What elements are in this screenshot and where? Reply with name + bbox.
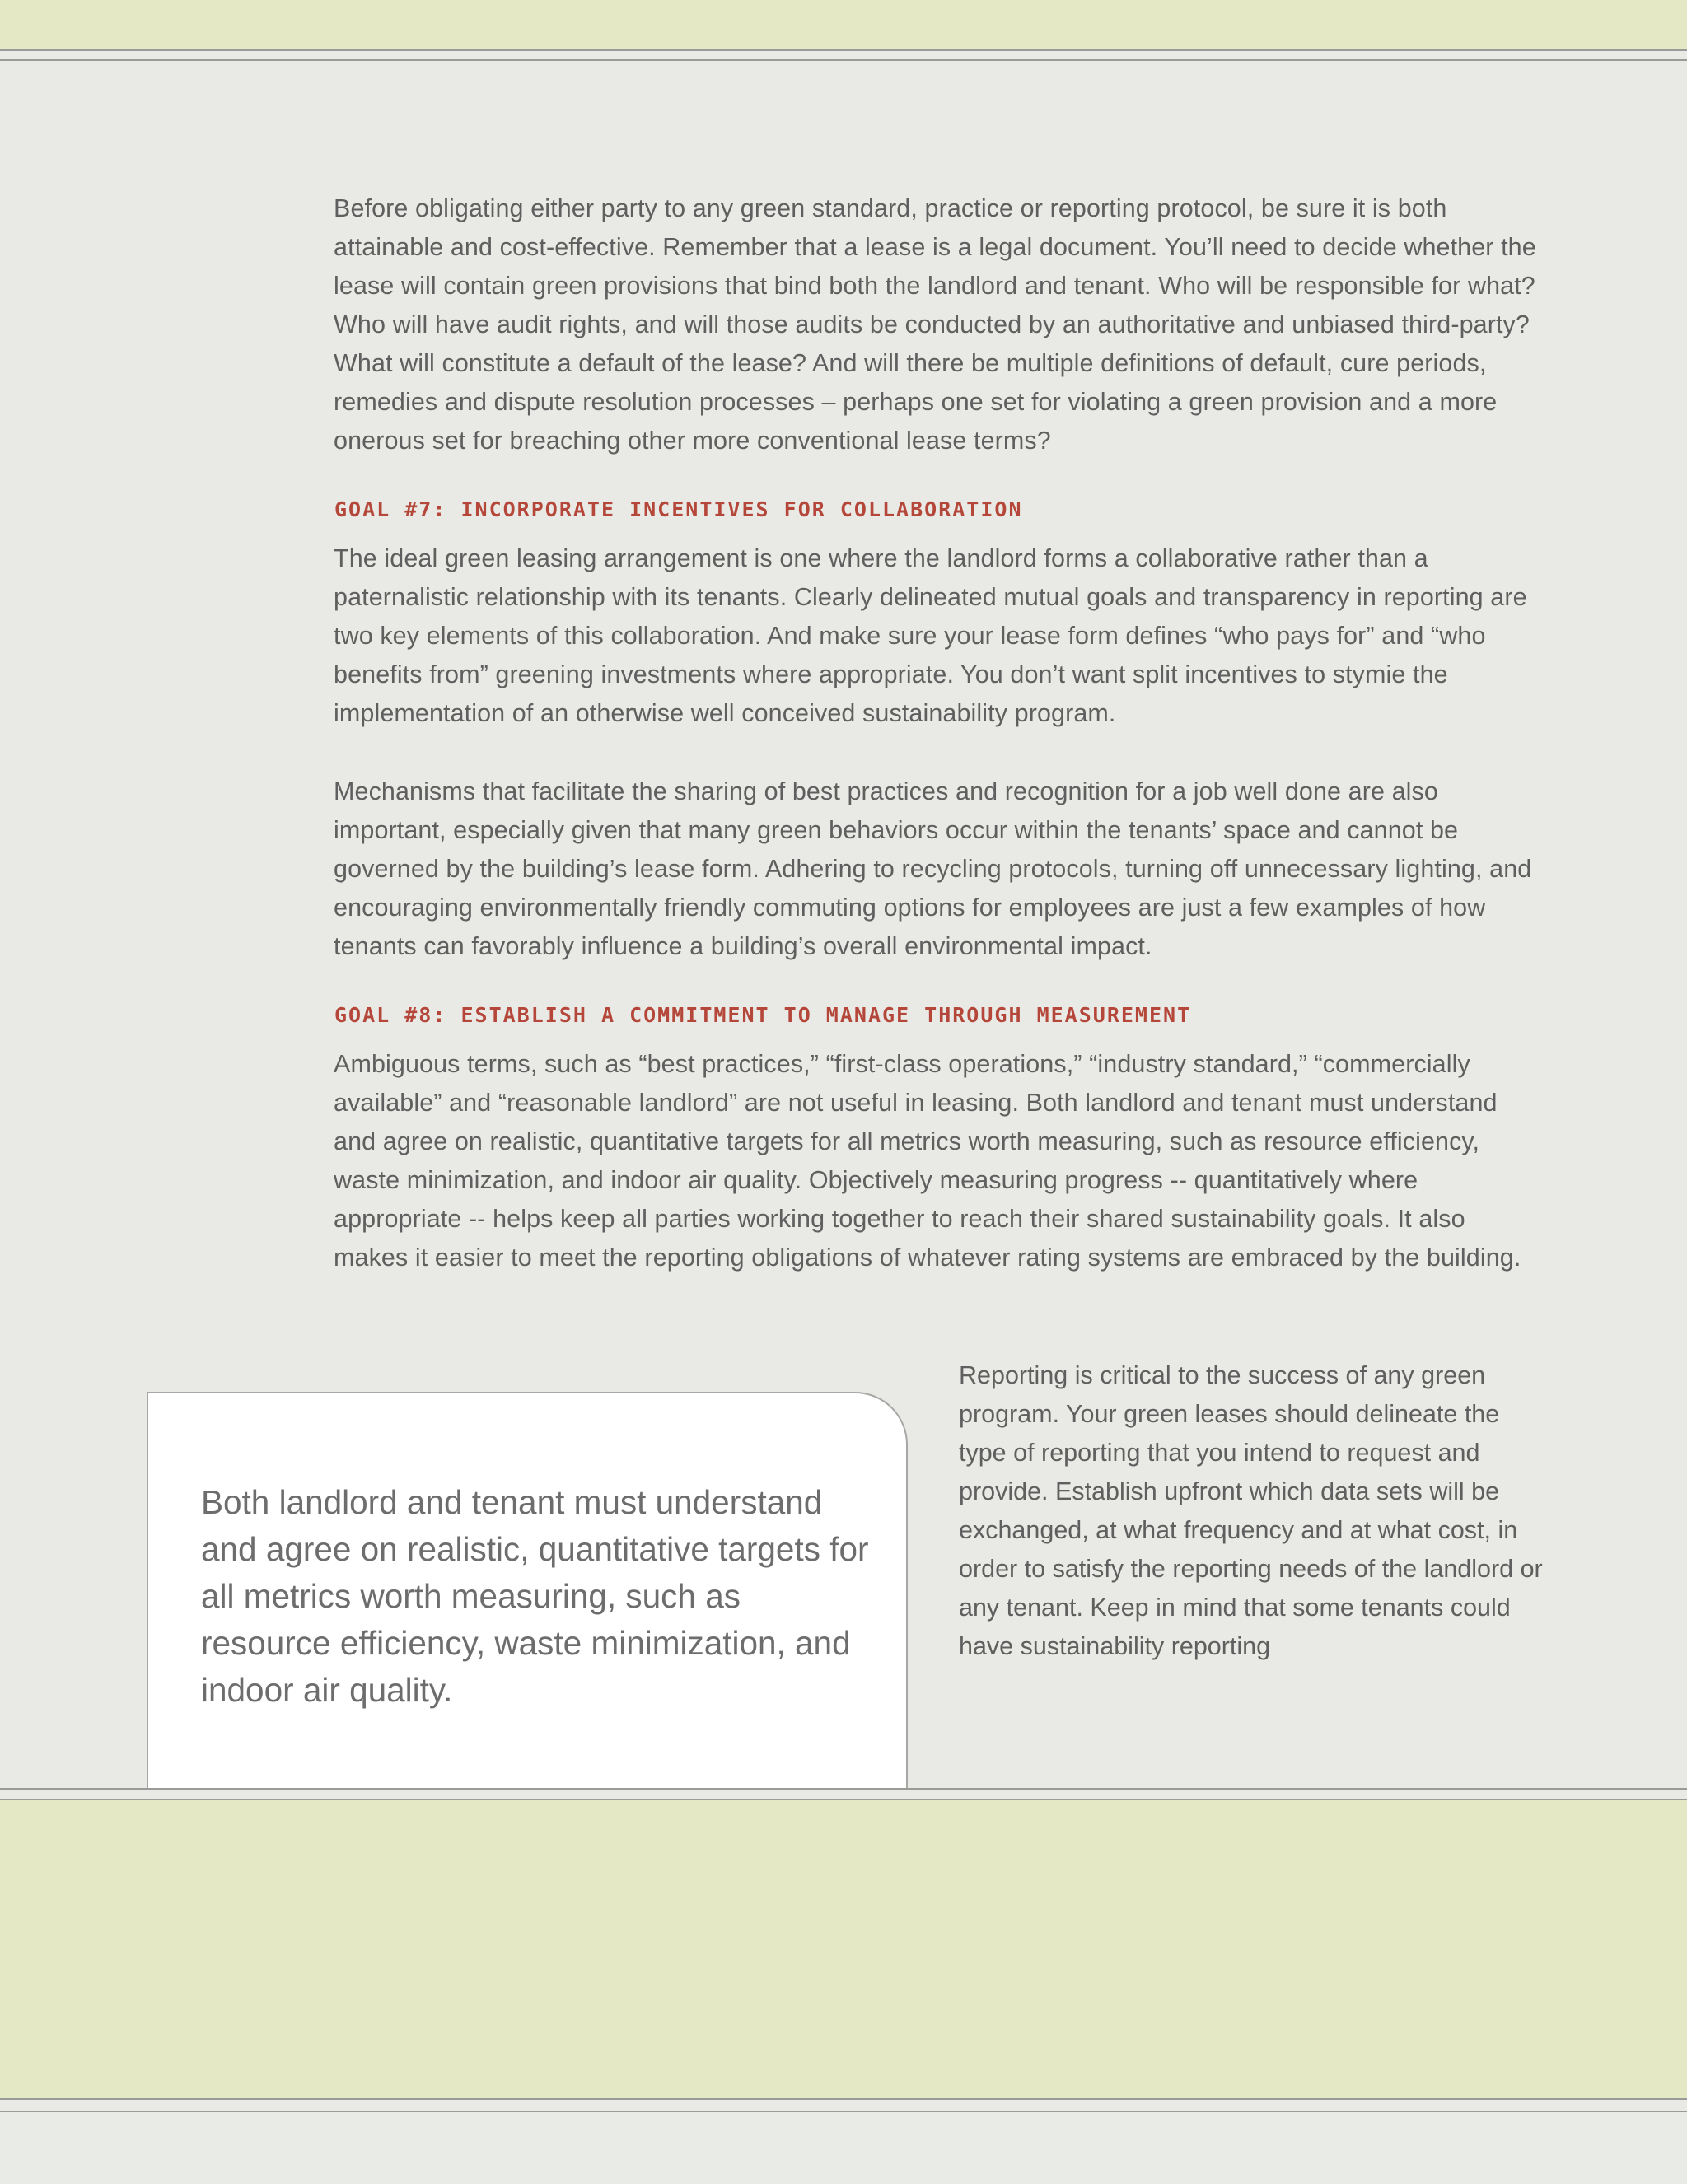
goal-7-heading: GOAL #7: INCORPORATE INCENTIVES FOR COLLABORATION	[334, 497, 1023, 521]
goal-8-heading: GOAL #8: ESTABLISH A COMMITMENT TO MANAGE THROUGH MEASUREMENT	[334, 1003, 1192, 1027]
bottom-strip	[0, 2113, 1687, 2184]
pull-quote-text: Both landlord and tenant must understand and agree on realistic, quantitative targets for all metrics worth measuring, such as resource efficiency, waste minimization, and indoor air quality.	[201, 1483, 869, 1709]
top-rule-lower	[0, 59, 1687, 61]
pull-quote-box	[147, 1392, 908, 1789]
lower-accent-panel	[0, 1800, 1687, 2098]
goal-7-paragraph: The ideal green leasing arrangement is one where the landlord forms a collaborative rather than a paternalistic relationship with its tenants. Clearly delineated mutual goals and transparency in reporting are two key elements of this collaboration. And make sure your lease form defines “who pays for” and “who benefits from” greening investments where appropriate. You don’t want split incentives to stymie the implementation of an otherwise well conceived sustainability program.	[334, 544, 1527, 727]
mid-rule-upper	[0, 1788, 1687, 1790]
top-accent-band	[0, 0, 1687, 49]
top-rule-upper	[0, 49, 1687, 51]
goal-8-paragraph: Ambiguous terms, such as “best practices,” “first-class operations,” “industry standard,” “commercially available” and “reasonable landlord” are not useful in leasing. Both landlord and tenant must understand and agree on realistic, quantitative targets for all metrics worth measuring, such as resource efficiency, waste minimization, and indoor air quality. Objectively measuring progress -- quantitatively where appropriate -- helps keep all parties working together to reach their shared sustainability goals. It also makes it easier to meet the reporting obligations of whatever rating systems are embraced by the building.	[334, 1050, 1521, 1272]
goal-7-paragraph-2: Mechanisms that facilitate the sharing of best practices and recognition for a job well done are also important, especially given that many green behaviors occur within the tenants’ space and cannot be governed by the building’s lease form. Adhering to recycling protocols, turning off unnecessary lighting, and encouraging environmentally friendly commuting options for employees are just a few examples of how tenants can favorably influence a building’s overall environmental impact.	[334, 777, 1532, 960]
side-column-paragraph: Reporting is critical to the success of any green program. Your green leases should delineate the type of reporting that you intend to request and provide. Establish upfront which data sets will be exchanged, at what frequency and at what cost, in order to satisfy the reporting needs of the landlord or any tenant. Keep in mind that some tenants could have sustainability reporting	[959, 1361, 1543, 1660]
bottom-rule-lower	[0, 2111, 1687, 2112]
bottom-rule-upper	[0, 2098, 1687, 2100]
intro-paragraph: Before obligating either party to any green standard, practice or reporting protocol, be sure it is both attainable and cost-effective. Remember that a lease is a legal document. You’ll need to decide whether the lease will contain green provisions that bind both the landlord and tenant. Who will be responsible for what? Who will have audit rights, and will those audits be conducted by an authoritative and unbiased third-party? What will constitute a default of the lease? And will there be multiple definitions of default, cure periods, remedies and dispute resolution processes – perhaps one set for violating a green provision and a more onerous set for breaching other more conventional lease terms?	[334, 194, 1536, 455]
